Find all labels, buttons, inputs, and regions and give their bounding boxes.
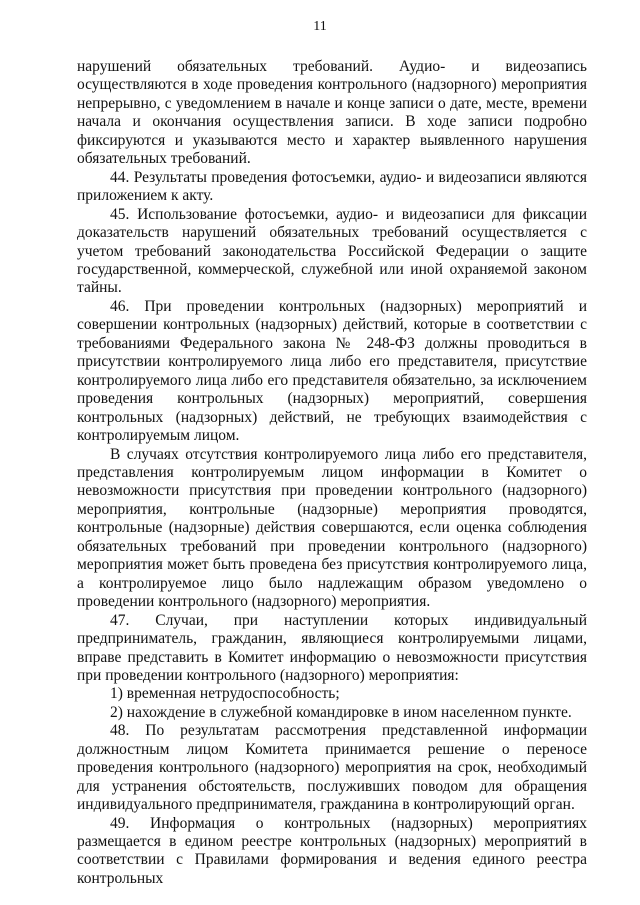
paragraph-47-item-1: 1) временная нетрудоспособность; xyxy=(110,685,340,703)
paragraph-45: 45. Использование фотосъемки, аудио- и видеозаписи для фиксации доказательств нарушений обязательных требований осуществляется с учетом требований законодательства Российской Федерации о защите государственной, коммерческой, служебной или иной охраняемой законом тайны. xyxy=(77,205,587,297)
paragraph-46: 46. При проведении контрольных (надзорных) мероприятий и совершении контрольных (надзорных) действий, которые в соответствии с требованиями Федерального закона № 248-ФЗ должны проводиться в присутствии контролируемого лица либо его представителя, присутствие контролируемого лица либо его представителя обязательно, за исключением проведения контрольных (надзорных) мероприятий, совершения контрольных (надзорных) действий, не требующих взаимодействия с контролируемым лицом. xyxy=(77,297,587,445)
paragraph-49: 49. Информация о контрольных (надзорных) мероприятиях размещается в едином реестре контрольных (надзорных) мероприятий в соответствии с Правилами формирования и ведения единого реестра контрольных xyxy=(77,814,587,887)
page-number: 11 xyxy=(313,19,327,34)
paragraph-48: 48. По результатам рассмотрения представленной информации должностным лицом Комитета принимается решение о переносе проведения контрольного (надзорного) мероприятия на срок, необходимый для устранения обстоятельств, послуживших поводом для обращения индивидуального предпринимателя, гражданина в контролирующий орган. xyxy=(77,722,587,814)
paragraph-47-item-2: 2) нахождение в служебной командировке в ином населенном пункте. xyxy=(110,703,572,721)
paragraph-47: 47. Случаи, при наступлении которых индивидуальный предприниматель, гражданин, являющиеся контролируемыми лицами, вправе представить в Комитет информацию о невозможности присутствия при проведении контрольного (надзорного) мероприятия: xyxy=(77,611,587,684)
document-body xyxy=(77,58,587,888)
paragraph-44: 44. Результаты проведения фотосъемки, аудио- и видеозаписи являются приложением к акту. xyxy=(77,168,587,205)
paragraph-continuation: нарушений обязательных требований. Аудио- и видеозапись осуществляются в ходе проведения контрольного (надзорного) мероприятия непрерывно, с уведомлением в начале и конце записи о дате, месте, времени начала и окончания осуществления записи. В ходе записи подробно фиксируются и указываются место и характер выявленного нарушения обязательных требований. xyxy=(77,58,587,168)
paragraph-46-absence: В случаях отсутствия контролируемого лица либо его представителя, представления контролируемым лицом информации в Комитет о невозможности присутствия при проведении контрольного (надзорного) мероприятия, контрольные (надзорные) мероприятия проводятся, контрольные (надзорные) действия совершаются, если оценка соблюдения обязательных требований при проведении контрольного (надзорного) мероприятия может быть проведена без присутствия контролируемого лица, а контролируемое лицо было надлежащим образом уведомлено о проведении контрольного (надзорного) мероприятия. xyxy=(77,445,587,611)
